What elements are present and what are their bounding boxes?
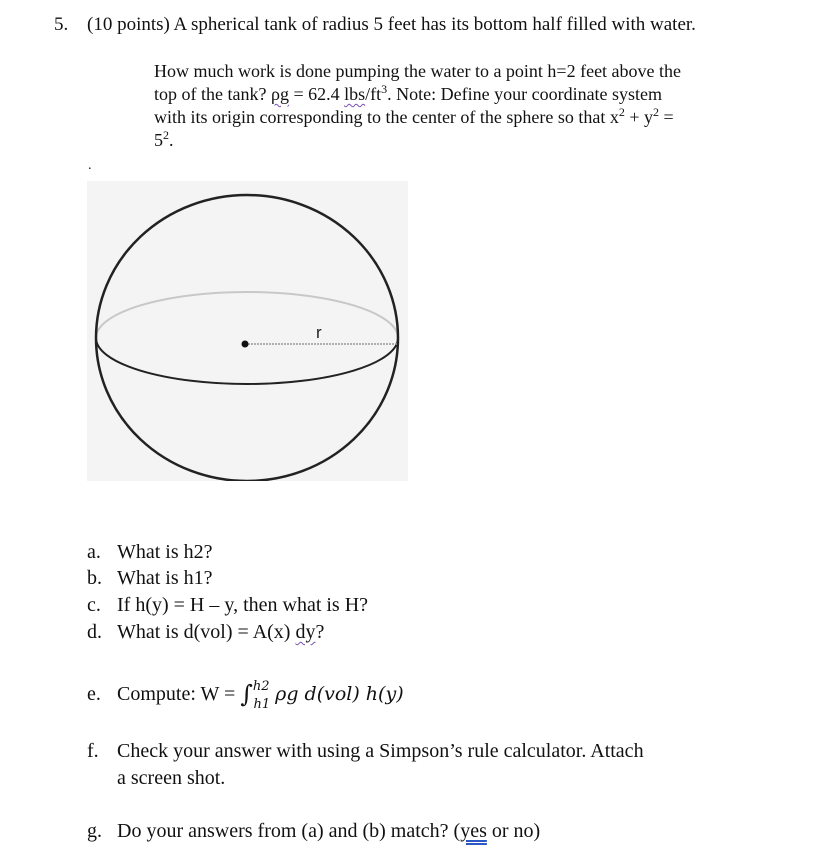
- item-text: What is h1?: [117, 567, 213, 589]
- problem-text: .: [169, 130, 174, 150]
- sphere-outline: [96, 195, 398, 481]
- problem-text: /ft: [365, 84, 382, 104]
- rho-g-symbol: ρg: [270, 84, 289, 104]
- stray-mark: .: [88, 158, 92, 173]
- item-label: c.: [87, 594, 101, 616]
- exponent: 2: [653, 105, 660, 119]
- dy-term: dy: [295, 621, 316, 643]
- item-label: g.: [87, 820, 102, 842]
- item-b: [87, 567, 213, 590]
- yes-option: yes: [460, 820, 487, 842]
- item-text: If h(y) = H – y, then what is H?: [117, 594, 369, 616]
- item-g: [87, 820, 540, 843]
- center-point: [242, 341, 249, 348]
- item-text: What is h2?: [117, 541, 213, 563]
- problem-text: . Note: Define your coordinate system: [387, 84, 663, 104]
- item-text: ?: [315, 621, 325, 643]
- item-f: [87, 740, 644, 763]
- item-label: d.: [87, 621, 102, 643]
- problem-text: How much work is done pumping the water to a point h=2 feet above the: [154, 61, 682, 81]
- problem-text: = 62.4: [288, 84, 345, 104]
- item-text: or no): [486, 820, 541, 842]
- sphere-back-edge: [96, 292, 398, 338]
- item-f-continuation: a screen shot.: [117, 767, 226, 789]
- problem-line-4: [154, 130, 174, 151]
- problem-text: + y: [624, 107, 654, 127]
- problem-line-3: [154, 107, 674, 128]
- item-label: f.: [87, 740, 99, 762]
- item-label: a.: [87, 541, 101, 563]
- item-a: [87, 541, 213, 564]
- radius-label: r: [316, 323, 322, 342]
- problem-line-1: [154, 61, 681, 82]
- item-text: Check your answer with using a Simpson’s rule calculator. Attach: [117, 740, 644, 762]
- item-text: Compute: W =: [117, 683, 241, 705]
- sphere-figure: [87, 181, 408, 481]
- item-text: What is d(vol) = A(x): [117, 621, 296, 643]
- integral-sign: ∫: [240, 680, 253, 708]
- integral-upper-limit: h2: [252, 679, 270, 694]
- problem-text: =: [659, 107, 674, 127]
- problem-line-2: [154, 84, 662, 105]
- integral-lower-limit: h1: [253, 697, 271, 712]
- unit-lbs: lbs: [344, 84, 366, 104]
- item-label: b.: [87, 567, 102, 589]
- problem-text: top of the tank?: [154, 84, 271, 104]
- integrand: ρg d(vol) h(y): [275, 683, 404, 705]
- exponent: 2: [618, 105, 625, 119]
- problem-text: 5: [154, 130, 163, 150]
- item-c: [87, 594, 368, 617]
- item-e: [87, 678, 404, 712]
- exponent: 2: [163, 128, 169, 142]
- item-label: e.: [87, 683, 101, 705]
- question-title: (10 points) A spherical tank of radius 5 feet has its bottom half filled with water.: [87, 14, 696, 35]
- sphere-diagram: [87, 181, 408, 481]
- question-number: 5.: [54, 14, 69, 35]
- problem-text: with its origin corresponding to the center of the sphere so that x: [154, 107, 619, 127]
- item-text: Do your answers from (a) and (b) match? (: [117, 820, 461, 842]
- item-d: [87, 621, 324, 644]
- exponent: 3: [381, 82, 388, 96]
